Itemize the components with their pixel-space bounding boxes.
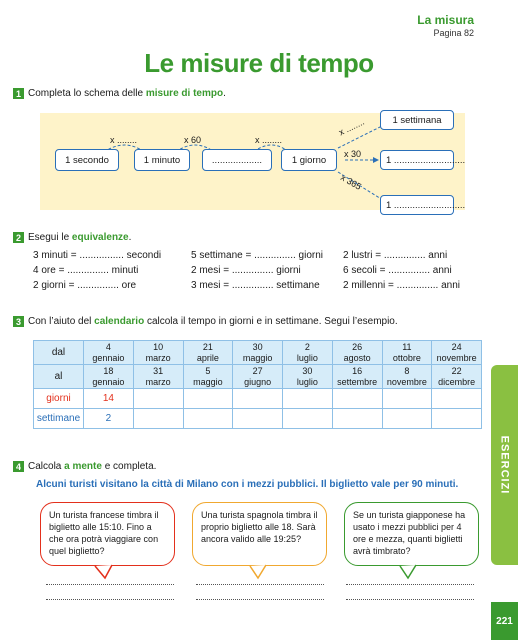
al-cell: 27 giugno xyxy=(233,365,283,389)
answer-line-3b[interactable] xyxy=(346,599,474,600)
row-settimane xyxy=(34,409,482,429)
al-cell: 22 dicembre xyxy=(432,365,482,389)
ex3-instruction: Con l’aiuto del calendario calcola il tempo in giorni e in settimane. Segui l’esempio. xyxy=(28,316,398,327)
answer-line-1a[interactable] xyxy=(46,584,174,585)
box-month[interactable]: 1 ........................... xyxy=(380,150,454,170)
label-settimane: settimane xyxy=(34,409,84,429)
box-year[interactable]: 1 ........................... xyxy=(380,195,454,215)
ex3-title xyxy=(13,316,398,327)
eq-1-3[interactable]: 2 giorni = ............... ore xyxy=(33,280,137,291)
giorni-cell[interactable] xyxy=(183,389,233,409)
ex2-number: 2 xyxy=(13,232,24,243)
label-dal: dal xyxy=(34,341,84,365)
ex4-instruction: Calcola a mente e completa. xyxy=(28,461,157,472)
dal-cell: 2 luglio xyxy=(283,341,333,365)
box-week: 1 settimana xyxy=(380,110,454,130)
answer-line-2b[interactable] xyxy=(196,599,324,600)
settimane-cell[interactable] xyxy=(382,409,432,429)
bubble-japanese: Se un turista giapponese ha usato i mezzi pubblici per 4 ore e mezza, quanti biglietti avrà timbrato? xyxy=(344,502,479,566)
page-title: Le misure di tempo xyxy=(144,48,374,78)
giorni-cell[interactable] xyxy=(332,389,382,409)
section-name: La misura xyxy=(417,13,474,27)
row-al xyxy=(34,365,482,389)
bubble-spanish: Una turista spagnola timbra il proprio biglietto alle 18. Sarà ancora valido alle 19:25? xyxy=(192,502,327,566)
al-cell: 8 novembre xyxy=(382,365,432,389)
op-multiply-60: x 60 xyxy=(184,135,202,145)
dal-cell: 10 marzo xyxy=(133,341,183,365)
eq-3-2[interactable]: 6 secoli = ............... anni xyxy=(343,265,452,276)
al-cell: 16 settembre xyxy=(332,365,382,389)
box-blank[interactable]: ................... xyxy=(202,149,272,171)
side-tab-label: ESERCIZI xyxy=(498,435,511,495)
ex1-title xyxy=(13,88,226,99)
box-day: 1 giorno xyxy=(281,149,337,171)
dal-cell: 30 maggio xyxy=(233,341,283,365)
al-cell: 18 gennaio xyxy=(84,365,134,389)
row-giorni xyxy=(34,389,482,409)
dal-cell: 24 novembre xyxy=(432,341,482,365)
page-number: 221 xyxy=(491,602,518,640)
eq-2-2[interactable]: 2 mesi = ............... giorni xyxy=(191,265,301,276)
label-giorni: giorni xyxy=(34,389,84,409)
ex2-instruction: Esegui le equivalenze. xyxy=(28,232,132,243)
op-multiply-4[interactable]: x ........ xyxy=(337,116,366,138)
eq-3-1[interactable]: 2 lustri = ............... anni xyxy=(343,250,448,261)
al-cell: 5 maggio xyxy=(183,365,233,389)
eq-1-1[interactable]: 3 minuti = ................ secondi xyxy=(33,250,162,261)
giorni-cell[interactable] xyxy=(233,389,283,409)
giorni-cell[interactable] xyxy=(432,389,482,409)
eq-2-3[interactable]: 3 mesi = ............... settimane xyxy=(191,280,320,291)
settimane-cell[interactable] xyxy=(283,409,333,429)
giorni-cell[interactable] xyxy=(283,389,333,409)
bubble-tails xyxy=(0,560,518,584)
settimane-cell[interactable] xyxy=(432,409,482,429)
ex3-number: 3 xyxy=(13,316,24,327)
ex1-instruction: Completa lo schema delle misure di tempo. xyxy=(28,88,226,99)
settimane-cell[interactable]: 2 xyxy=(84,409,134,429)
op-multiply-3[interactable]: x ........ xyxy=(255,135,283,145)
box-minute: 1 minuto xyxy=(134,149,190,171)
ex1-number: 1 xyxy=(13,88,24,99)
dal-cell: 21 aprile xyxy=(183,341,233,365)
al-cell: 30 luglio xyxy=(283,365,333,389)
giorni-cell[interactable]: 14 xyxy=(84,389,134,409)
dal-cell: 11 ottobre xyxy=(382,341,432,365)
ex2-title xyxy=(13,232,131,243)
giorni-cell[interactable] xyxy=(133,389,183,409)
bubble-french: Un turista francese timbra il biglietto alle 15:10. Fino a che ora potrà viaggiare con quel biglietto? xyxy=(40,502,175,566)
dal-cell: 4 gennaio xyxy=(84,341,134,365)
eq-3-3[interactable]: 2 millenni = ............... anni xyxy=(343,280,460,291)
side-tab-label-wrap xyxy=(491,365,518,565)
box-second: 1 secondo xyxy=(55,149,119,171)
giorni-cell[interactable] xyxy=(382,389,432,409)
calendar-table xyxy=(33,340,482,429)
tail-spanish xyxy=(250,565,266,578)
op-multiply-365: x 365 xyxy=(338,172,364,192)
settimane-cell[interactable] xyxy=(133,409,183,429)
ex4-title xyxy=(13,461,156,472)
eq-1-2[interactable]: 4 ore = ............... minuti xyxy=(33,265,139,276)
tail-japanese xyxy=(400,565,416,578)
ex4-number: 4 xyxy=(13,461,24,472)
tail-french xyxy=(95,565,112,578)
settimane-cell[interactable] xyxy=(332,409,382,429)
answer-line-2a[interactable] xyxy=(196,584,324,585)
dal-cell: 26 agosto xyxy=(332,341,382,365)
ex4-lead: Alcuni turisti visitano la città di Milano con i mezzi pubblici. Il biglietto vale per 90 minuti. xyxy=(36,479,459,490)
label-al: al xyxy=(34,365,84,389)
eq-2-1[interactable]: 5 settimane = ............... giorni xyxy=(191,250,324,261)
answer-line-3a[interactable] xyxy=(346,584,474,585)
op-multiply-1[interactable]: x ........ xyxy=(110,135,138,145)
settimane-cell[interactable] xyxy=(183,409,233,429)
al-cell: 31 marzo xyxy=(133,365,183,389)
answer-line-1b[interactable] xyxy=(46,599,174,600)
op-multiply-30: x 30 xyxy=(344,149,362,159)
page-reference: Pagina 82 xyxy=(433,28,474,38)
settimane-cell[interactable] xyxy=(233,409,283,429)
row-dal xyxy=(34,341,482,365)
